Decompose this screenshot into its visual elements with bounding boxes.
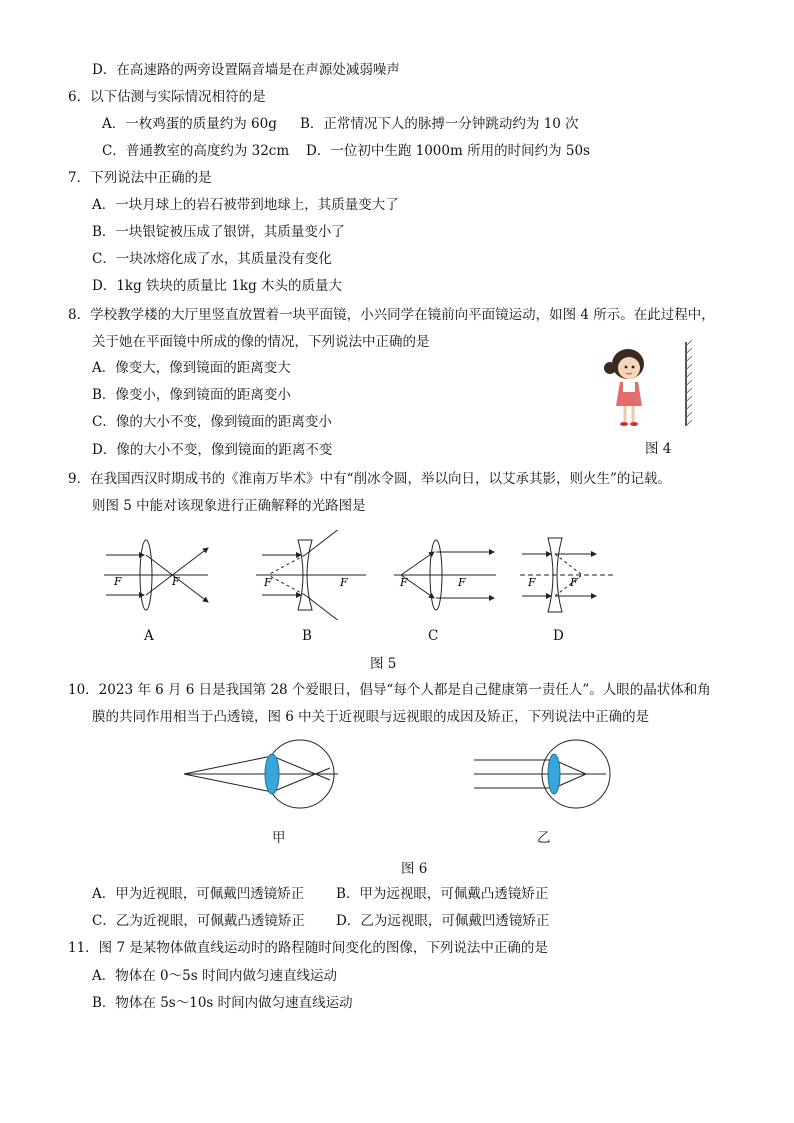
- diagram-c-focus-left: F: [400, 576, 408, 589]
- q8-stem-line2: 关于她在平面镜中所成的像的情况，下列说法中正确的是: [92, 334, 430, 350]
- q6-option-c: C．普通教室的高度约为 32cm: [102, 143, 290, 159]
- q7-option-b: B．一块银锭被压成了银饼，其质量变小了: [92, 224, 345, 240]
- q8-option-c: C．像的大小不变，像到镜面的距离变小: [92, 414, 332, 430]
- diagram-b-focus-left: F: [264, 576, 272, 589]
- diagram-a-focus-left: F: [114, 575, 122, 588]
- diagram-b: [256, 530, 366, 620]
- figure-4-girl-mirror: [596, 338, 706, 438]
- q9-stem-line2: 则图 5 中能对该现象进行正确解释的光路图是: [92, 498, 366, 514]
- q9-stem-line1: 9．在我国西汉时期成书的《淮南万毕术》中有“削冰令圆，举以向日，以艾承其影，则火生”的记载。: [68, 471, 671, 487]
- figure-6-label-yi: 乙: [537, 830, 551, 846]
- q7-option-d: D．1kg 铁块的质量比 1kg 木头的质量大: [92, 278, 343, 294]
- figure-6-eye-yi: [470, 736, 630, 816]
- q11-stem: 11．图 7 是某物体做直线运动时的路程随时间变化的图像，下列说法中正确的是: [68, 940, 548, 956]
- diagram-a-focus-right: F: [172, 575, 180, 588]
- figure-5-caption: 图 5: [370, 656, 397, 672]
- diagram-d-focus-right: F: [570, 576, 578, 589]
- q10-stem-line2: 膜的共同作用相当于凸透镜，图 6 中关于近视眼与远视眼的成因及矫正，下列说法中正确的是: [92, 709, 650, 725]
- q10-stem-line1: 10．2023 年 6 月 6 日是我国第 28 个爱眼日，倡导“每个人都是自己健康第一责任人”。人眼的晶状体和角: [68, 682, 711, 698]
- q6-option-a: A．一枚鸡蛋的质量约为 60g: [102, 116, 277, 132]
- diagram-c-focus-right: F: [458, 576, 466, 589]
- q8-option-a: A．像变大，像到镜面的距离变大: [92, 360, 291, 376]
- q10-option-c: C．乙为近视眼，可佩戴凸透镜矫正: [92, 913, 305, 929]
- q8-stem-line1: 8．学校教学楼的大厅里竖直放置着一块平面镜，小兴同学在镜前向平面镜运动，如图 4 所示。在此过程中，: [68, 307, 715, 323]
- q7-stem: 7．下列说法中正确的是: [68, 170, 212, 186]
- figure-6-eye-jia: [180, 736, 340, 816]
- figure-6-caption: 图 6: [401, 861, 428, 877]
- diagram-c-label: C: [428, 628, 439, 644]
- diagram-d-label: D: [553, 628, 564, 644]
- q11-option-b: B．物体在 5s～10s 时间内做匀速直线运动: [92, 995, 353, 1011]
- diagram-b-label: B: [302, 628, 312, 644]
- q7-option-c: C．一块冰熔化成了水，其质量没有变化: [92, 251, 332, 267]
- q8-option-d: D．像的大小不变，像到镜面的距离不变: [92, 442, 333, 458]
- diagram-d: [520, 538, 614, 612]
- figure-5-lens-diagrams: [96, 530, 616, 620]
- figure-6-label-jia: 甲: [272, 830, 286, 846]
- q7-option-a: A．一块月球上的岩石被带到地球上，其质量变大了: [92, 197, 399, 213]
- q6-option-b: B．正常情况下人的脉搏一分钟跳动约为 10 次: [300, 116, 579, 132]
- q11-option-a: A．物体在 0～5s 时间内做匀速直线运动: [92, 968, 337, 984]
- q8-option-b: B．像变小，像到镜面的距离变小: [92, 387, 291, 403]
- q10-option-a: A．甲为近视眼，可佩戴凹透镜矫正: [92, 886, 305, 902]
- figure-4-caption: 图 4: [645, 441, 672, 457]
- q10-option-b: B．甲为远视眼，可佩戴凸透镜矫正: [336, 886, 549, 902]
- diagram-c: [394, 540, 496, 610]
- q5-option-d: D．在高速路的两旁设置隔音墙是在声源处减弱噪声: [92, 62, 400, 78]
- q6-option-d: D．一位初中生跑 1000m 所用的时间约为 50s: [306, 143, 590, 159]
- diagram-a-label: A: [144, 628, 154, 644]
- diagram-b-focus-right: F: [340, 576, 348, 589]
- q6-stem: 6．以下估测与实际情况相符的是: [68, 89, 266, 105]
- q10-option-d: D．乙为远视眼，可佩戴凹透镜矫正: [336, 913, 550, 929]
- diagram-d-focus-left: F: [528, 576, 536, 589]
